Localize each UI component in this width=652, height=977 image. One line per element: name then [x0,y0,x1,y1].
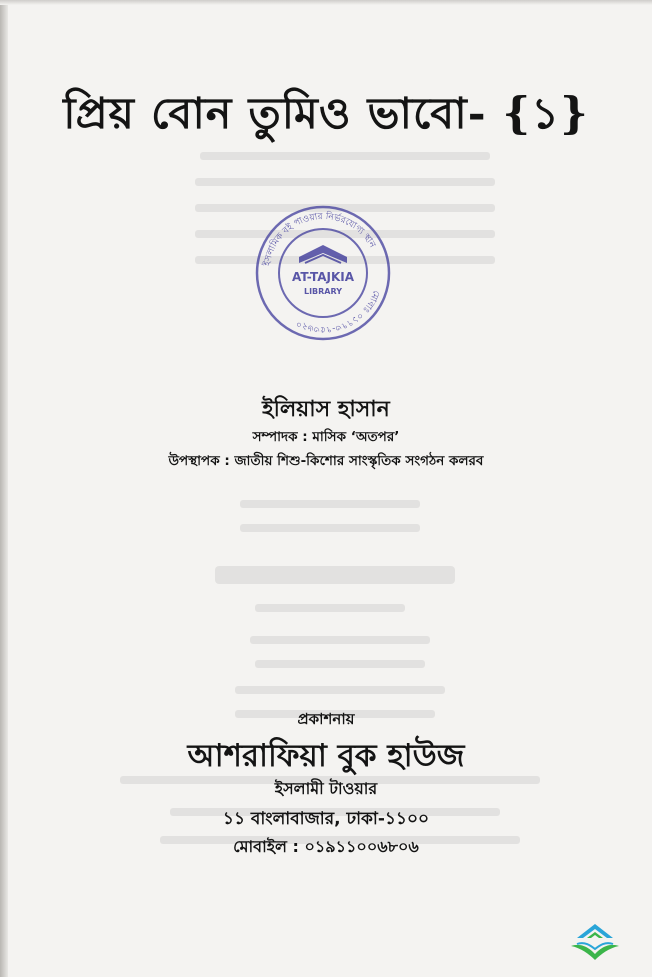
publisher-label: প্রকাশনায় [297,710,355,728]
book-title: প্রিয় বোন তুমিও ভাবো- {১} [63,89,589,139]
author-role-presenter: উপস্থাপক : জাতীয় শিশু-কিশোর সাংস্কৃতিক সংগঠন কলরব [168,453,484,469]
book-icon [299,245,347,263]
site-logo-icon [567,920,623,964]
publisher-mobile: মোবাইল : ০১৯১১০০৬৮০৬ [233,837,419,856]
stamp-ring-text: ইসলামিক বই পাওয়ার নির্ভরযোগ্য স্থান [262,211,378,267]
publisher-address: ১১ বাংলাবাজার, ঢাকা-১১০০ [222,809,430,829]
stamp-logo-text: AT-TAJKIA [291,270,355,284]
publisher-name: আশরাফিয়া বুক হাউজ [187,738,465,774]
stamp-phone: মোবাঃ ০১৭৭৩-৭৫৩৬২০ [294,288,382,335]
stamp-logo-subtext: LIBRARY [303,287,343,296]
page-edge-top [0,0,652,5]
publisher-building: ইসলামী টাওয়ার [274,779,378,798]
author-role-editor: সম্পাদক : মাসিক ‘অতপর’ [252,429,400,445]
author-name: ইলিয়াস হাসান [262,397,390,422]
library-stamp [255,205,391,341]
